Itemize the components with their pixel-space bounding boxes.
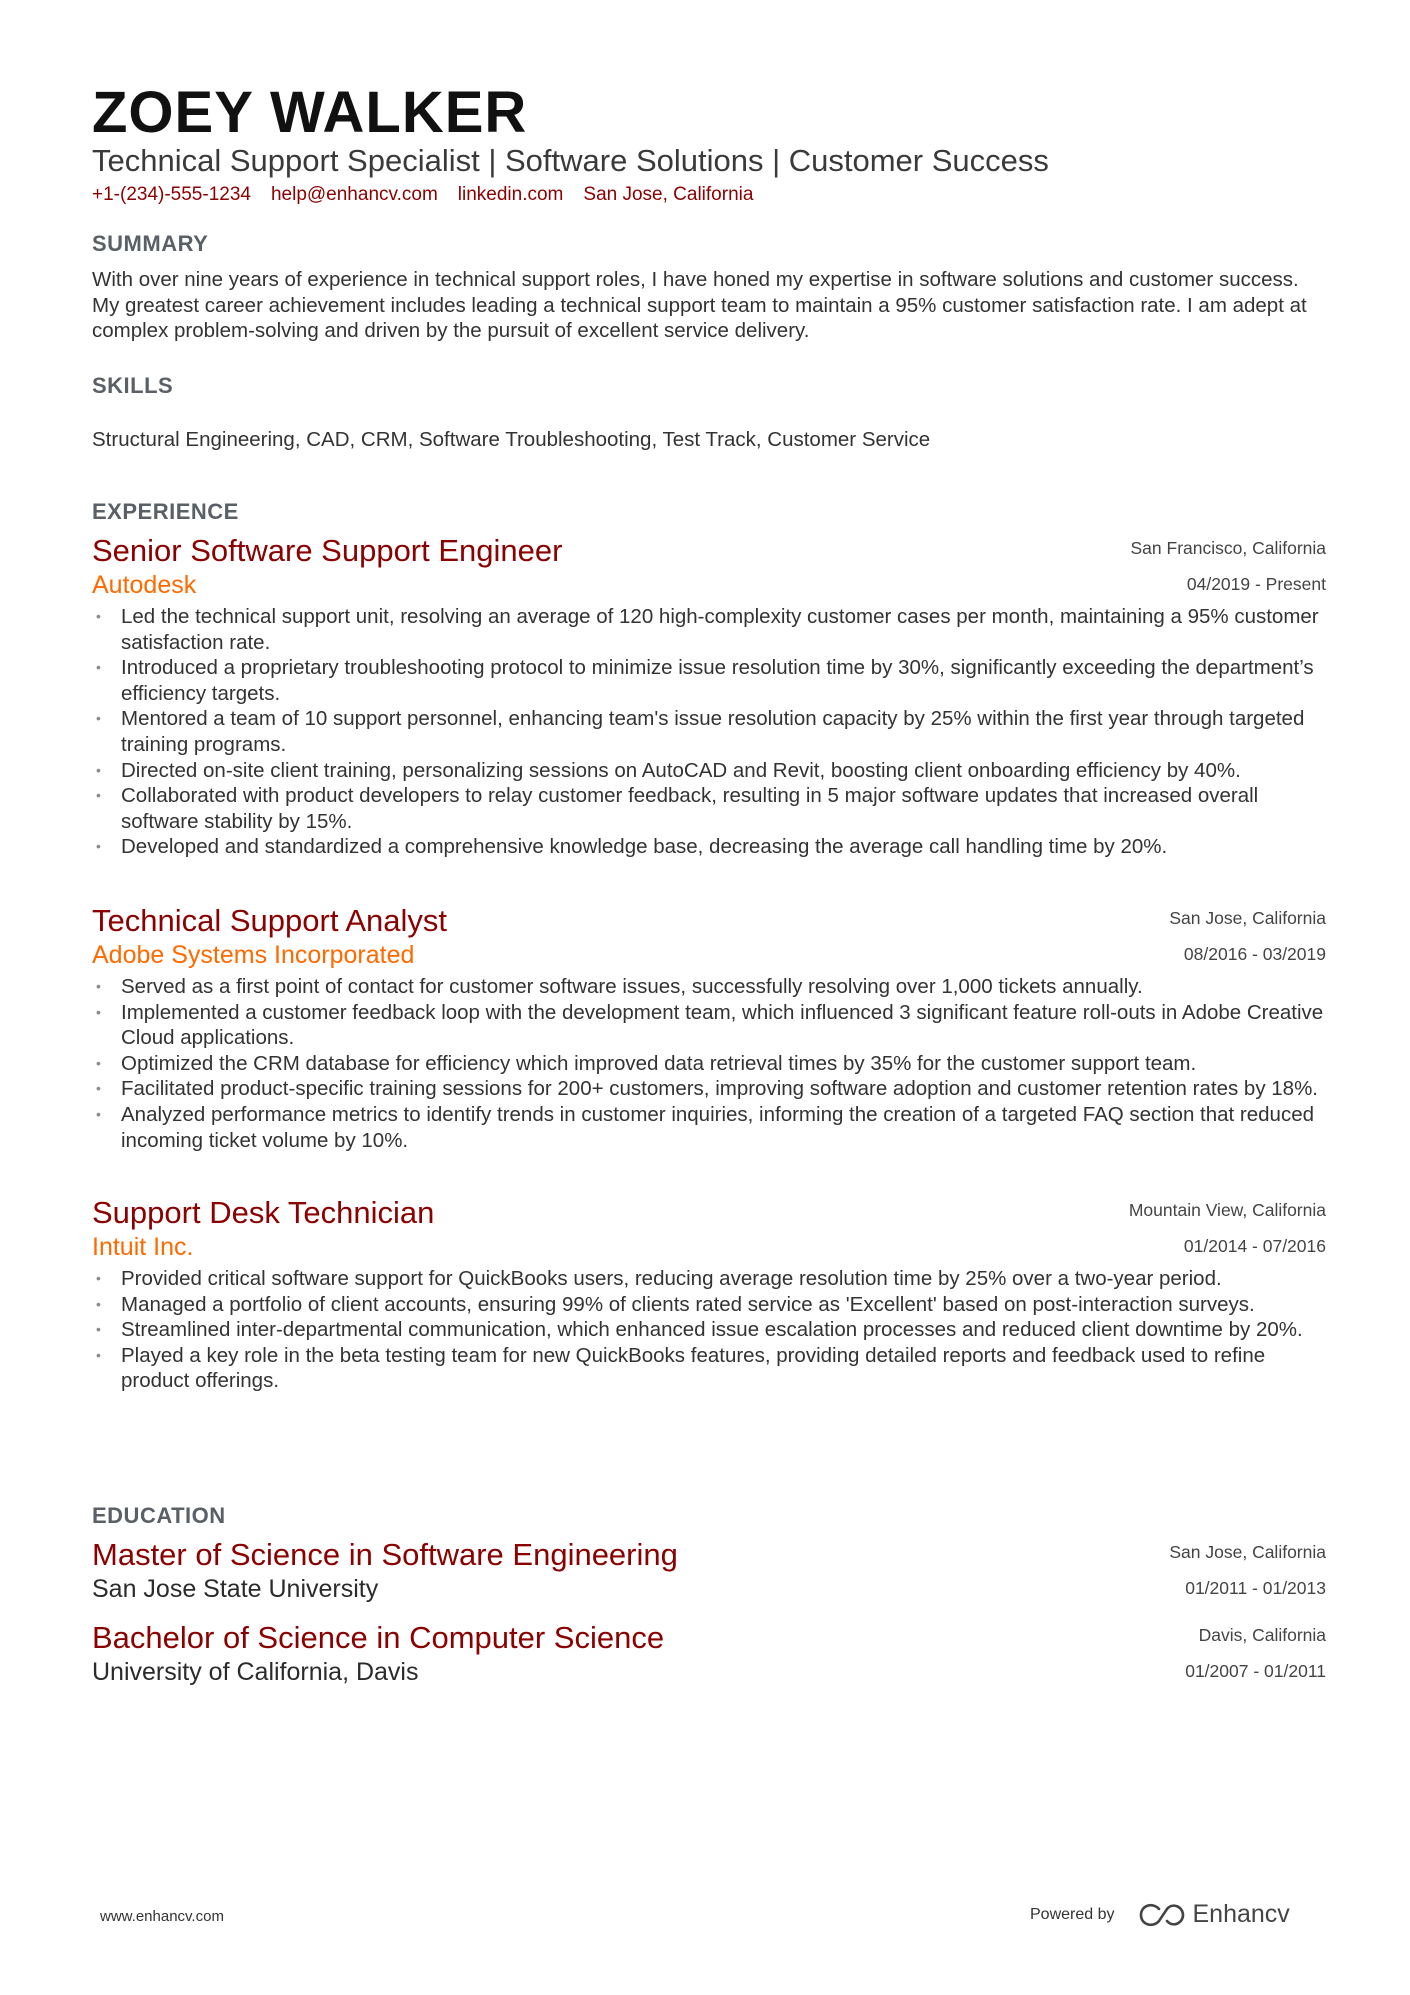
bullet-dot-icon: • [96, 787, 101, 804]
bullet-item: • Analyzed performance metrics to identify trends in customer inquiries, informing the creation of a targeted FAQ section that reduced incoming ticket volume by 10%. [96, 1102, 1315, 1152]
bullet-dot-icon: • [96, 1295, 101, 1312]
location-text: San Jose, California [583, 184, 754, 205]
footer-branding [1030, 1900, 1290, 1929]
bullet-dot-icon: • [96, 761, 101, 778]
experience-heading: EXPERIENCE [92, 499, 239, 524]
summary-text: With over nine years of experience in technical support roles, I have honed my expertise in software solutions and customer success. My greatest career achievement includes leading a technical support team to maintain a 95% customer satisfaction rate. I am adept at complex problem-solving and driven by the pursuit of excellent service delivery. [92, 268, 1307, 343]
bullet-dot-icon: • [96, 1105, 101, 1122]
job-bullets [92, 974, 1326, 1153]
education-dates: 01/2011 - 01/2013 [1185, 1578, 1326, 1598]
bullet-item: • Mentored a team of 10 support personnel, enhancing team's issue resolution capacity by 25% within the first year through targeted training programs. [96, 707, 1305, 756]
linkedin-link[interactable]: linkedin.com [457, 184, 564, 205]
phone-link[interactable]: +1-(234)-555-1234 [92, 184, 251, 205]
job-location: San Francisco, California [1130, 538, 1326, 558]
job-entry [92, 902, 1326, 1153]
bullet-item: • Managed a portfolio of client accounts, ensuring 99% of clients rated service as 'Excellent' based on post-interaction surveys. [96, 1292, 1255, 1316]
email-link[interactable]: help@enhancv.com [270, 184, 438, 205]
company-name: Adobe Systems Incorporated [92, 941, 415, 969]
job-bullets [92, 604, 1326, 860]
bullet-dot-icon: • [96, 838, 101, 855]
bullet-dot-icon: • [96, 659, 101, 676]
bullet-dot-icon: • [96, 978, 101, 994]
footer-website-link[interactable]: www.enhancv.com [100, 1908, 224, 1925]
bullet-dot-icon: • [96, 710, 101, 727]
skills-text: Structural Engineering, CAD, CRM, Software Troubleshooting, Test Track, Customer Service [92, 428, 931, 451]
education-location: San Jose, California [1169, 1542, 1326, 1562]
bullet-item: • Facilitated product-specific training sessions for 200+ customers, improving software adoption and customer retention rates by 18%. [96, 1077, 1318, 1101]
education-entry [92, 1619, 1326, 1687]
job-bullets [92, 1266, 1326, 1394]
job-location: San Jose, California [1169, 908, 1326, 928]
bullet-item: • Implemented a customer feedback loop with the development team, which influenced 3 significant feature roll-outs in Adobe Creative Cloud applications. [96, 1000, 1324, 1050]
brand-name: Enhancv [1192, 1900, 1290, 1928]
bullet-item: • Played a key role in the beta testing team for new QuickBooks features, providing detailed reports and feedback used to refine product offerings. [96, 1343, 1266, 1393]
degree-title: Bachelor of Science in Computer Science [92, 1620, 665, 1655]
job-entry [92, 1194, 1326, 1394]
education-location: Davis, California [1198, 1625, 1326, 1645]
bullet-item: • Optimized the CRM database for efficiency which improved data retrieval times by 35% for the customer support team. [96, 1051, 1197, 1075]
bullet-dot-icon: • [96, 1346, 101, 1363]
bullet-item: • Provided critical software support for QuickBooks users, reducing average resolution time by 25% over a two-year period. [96, 1267, 1222, 1290]
enhancv-logo-icon [1139, 1903, 1185, 1927]
powered-by-label: Powered by [1030, 1905, 1115, 1923]
job-dates: 08/2016 - 03/2019 [1183, 944, 1326, 964]
enhancv-logo[interactable] [1139, 1900, 1290, 1929]
education-dates: 01/2007 - 01/2011 [1185, 1661, 1326, 1681]
school-name: University of California, Davis [92, 1658, 419, 1686]
bullet-dot-icon: • [96, 1054, 101, 1071]
bullet-item: • Streamlined inter-departmental communication, which enhanced issue escalation processes and reduced client downtime by 20%. [96, 1318, 1303, 1342]
education-heading: EDUCATION [92, 1503, 226, 1528]
bullet-dot-icon: • [96, 1003, 101, 1020]
job-location: Mountain View, California [1128, 1200, 1326, 1220]
bullet-item: • Led the technical support unit, resolving an average of 120 high-complexity customer cases per month, maintaining a 95% customer satisfaction rate. [96, 605, 1319, 654]
bullet-item: • Collaborated with product developers to relay customer feedback, resulting in 5 major software updates that increased overall software stability by 15%. [96, 784, 1259, 833]
contact-info [92, 183, 753, 207]
bullet-dot-icon: • [96, 1321, 101, 1338]
bullet-dot-icon: • [96, 608, 101, 624]
school-name: San Jose State University [92, 1575, 379, 1603]
job-dates: 01/2014 - 07/2016 [1183, 1236, 1326, 1256]
summary-heading: SUMMARY [92, 231, 209, 256]
bullet-dot-icon: • [96, 1270, 101, 1286]
education-entry [92, 1536, 1326, 1604]
job-title: Support Desk Technician [92, 1195, 435, 1230]
bullet-dot-icon: • [96, 1080, 101, 1097]
bullet-item: • Served as a first point of contact for customer software issues, successfully resolving over 1,000 tickets annually. [96, 975, 1143, 998]
job-title: Senior Software Support Engineer [92, 533, 563, 568]
job-entry [92, 532, 1326, 860]
bullet-item: • Directed on-site client training, personalizing sessions on AutoCAD and Revit, boosting client onboarding efficiency by 40%. [96, 758, 1241, 782]
skills-heading: SKILLS [92, 373, 174, 398]
company-name: Intuit Inc. [92, 1233, 194, 1261]
candidate-name: ZOEY WALKER [92, 80, 528, 145]
job-title: Technical Support Analyst [92, 903, 447, 938]
company-name: Autodesk [92, 571, 197, 599]
degree-title: Master of Science in Software Engineering [92, 1537, 678, 1572]
bullet-item: • Developed and standardized a comprehensive knowledge base, decreasing the average call handling time by 20%. [96, 835, 1168, 859]
headline: Technical Support Specialist | Software Solutions | Customer Success [92, 143, 1049, 178]
bullet-item: • Introduced a proprietary troubleshooting protocol to minimize issue resolution time by 30%, significantly exceeding the department’s efficiency targets. [96, 656, 1314, 705]
job-dates: 04/2019 - Present [1186, 574, 1326, 594]
